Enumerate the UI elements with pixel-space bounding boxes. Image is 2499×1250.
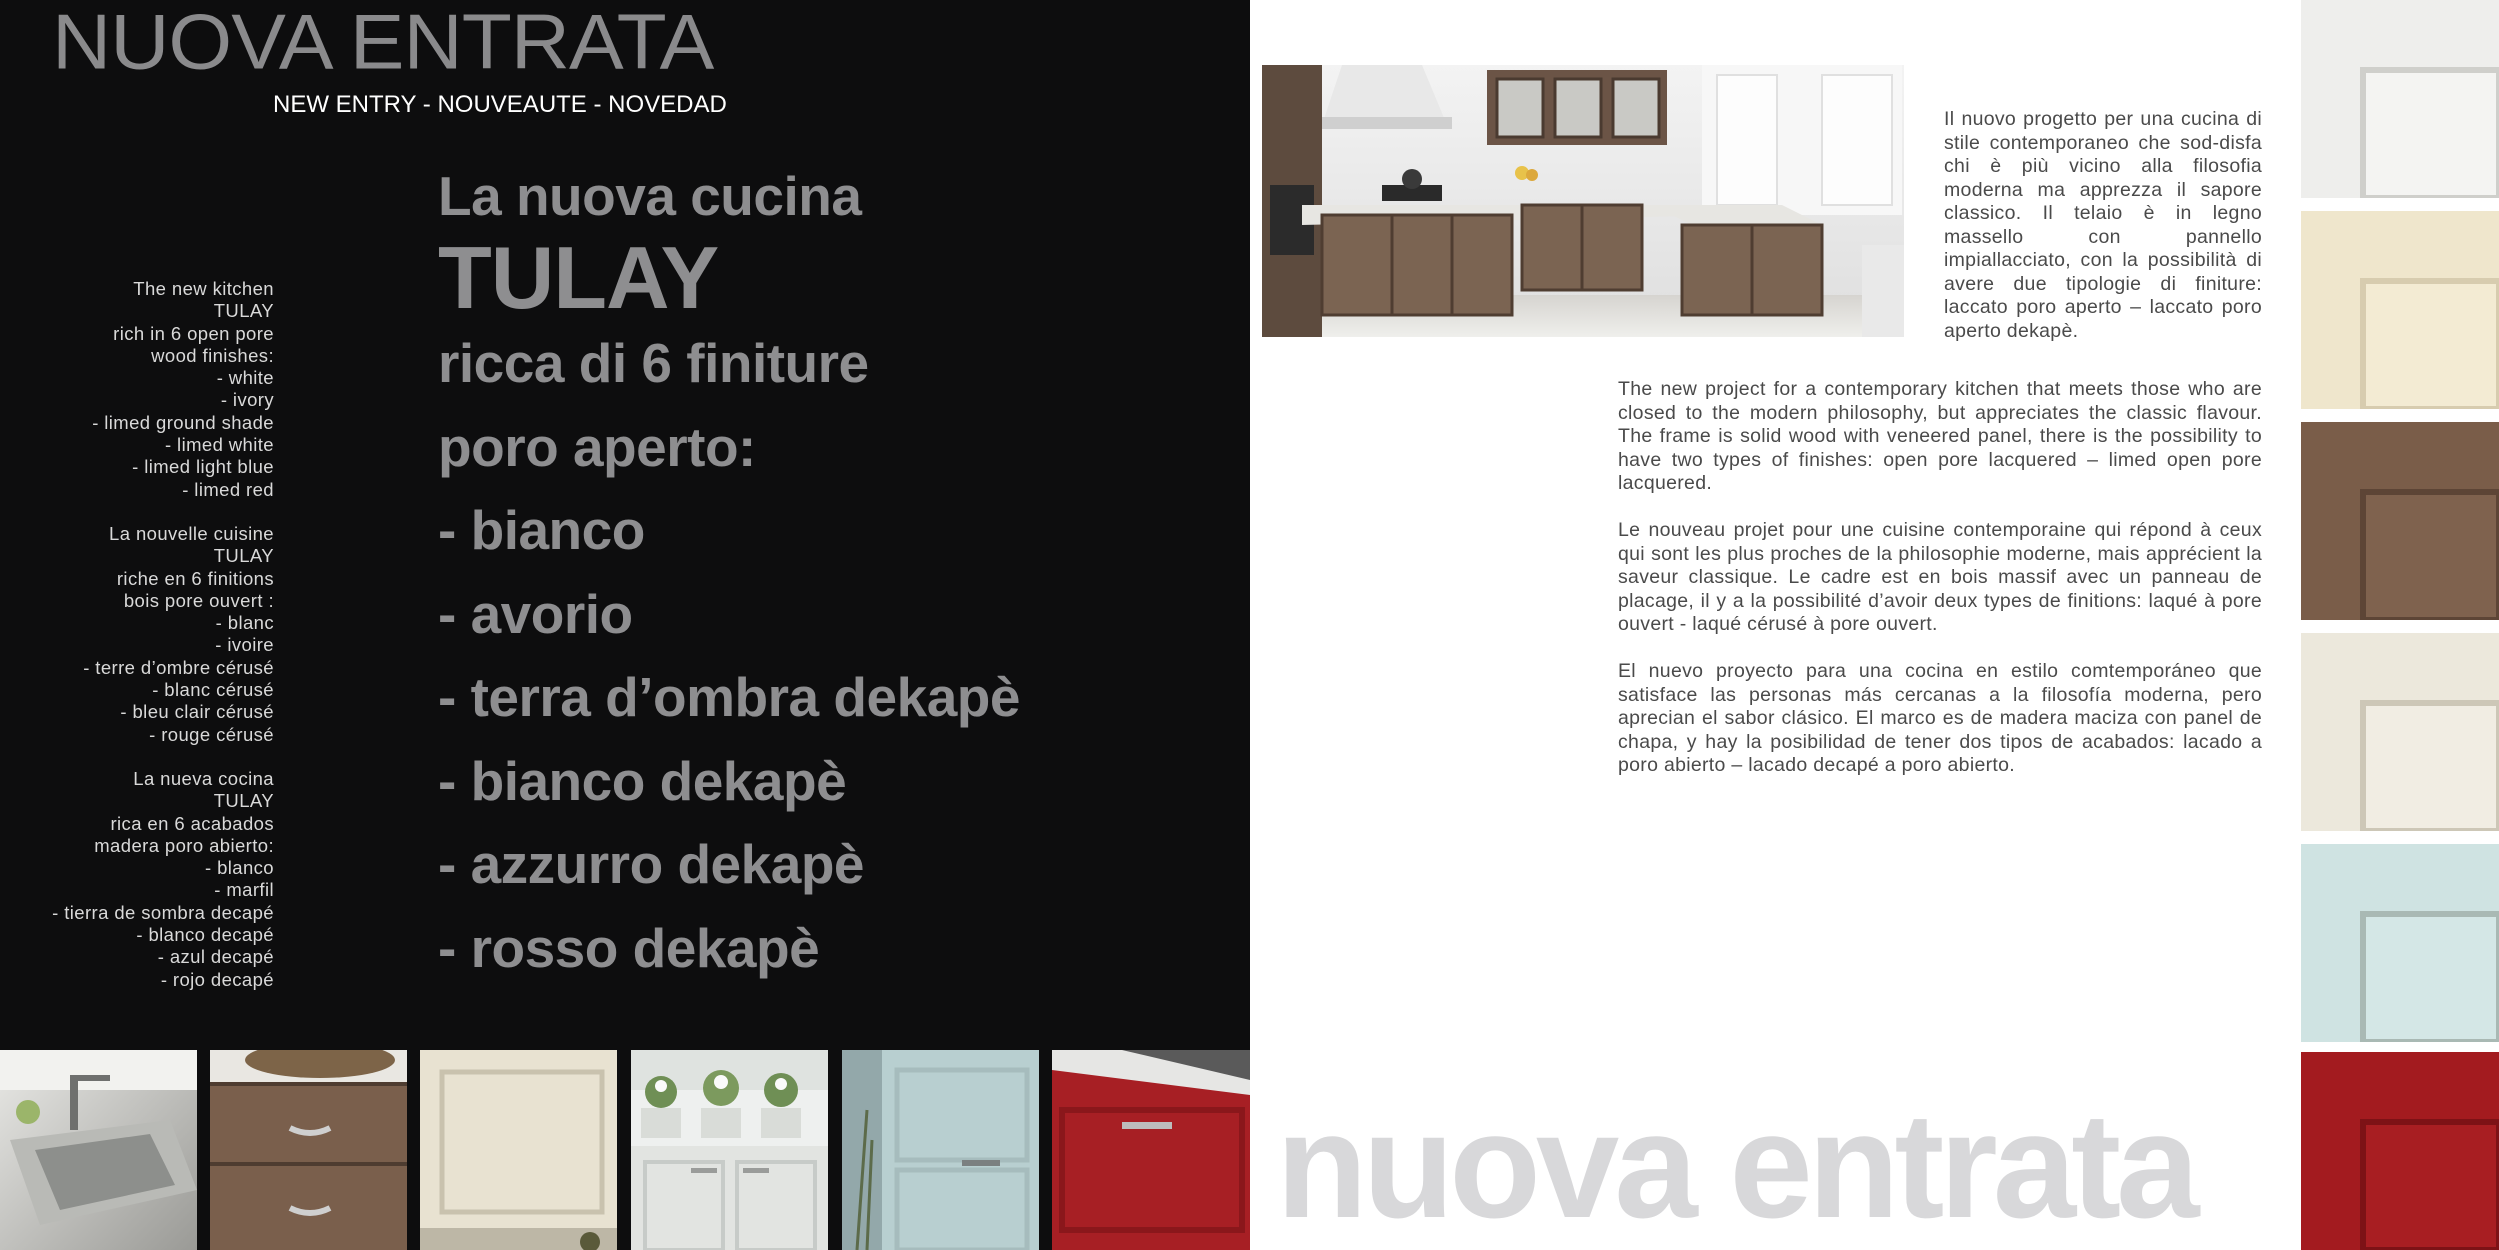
finish-item: - avorio [438, 582, 633, 645]
detail-thumbnail-strip [0, 1050, 1250, 1250]
side-line: bois pore ouvert : [123, 589, 274, 611]
description-french: Le nouveau projet pour une cuisine contemporaine qui répond à ceux qui sont les plus proches de la philosophie moderne, mais apprécient la saveur classique. Le cadre est en bois massif avec un panneau de placage, il y a la possibilité d’avoir deux types de finitions: laqué à pore ouvert - laqué cérusé à pore ouvert. [1618, 519, 2262, 635]
headline-line: poro aperto: [438, 415, 756, 478]
side-line: - limed red [182, 478, 274, 500]
side-line: TULAY [213, 545, 274, 567]
side-line: TULAY [213, 790, 274, 812]
description-spanish: El nuevo proyecto para una cocina en estilo comtemporáneo que satisface las personas más cercanas a la filosofía moderna, pero aprecian el sabor clásico. El marco es de madera maciza con panel de chapa, y hay la posibilidad de tener dos tipos de acabados: lacado a poro abierto – lacado decapé a poro abierto. [1618, 660, 2262, 776]
finish-item: - rosso dekapè [438, 916, 820, 979]
side-line: - ivoire [215, 634, 274, 656]
side-line: La nouvelle cuisine [109, 522, 274, 544]
thumb-door-light-blue [842, 1050, 1039, 1250]
swatch-ivory [2301, 211, 2499, 409]
side-line: riche en 6 finitions [116, 567, 274, 589]
finish-item: - azzurro dekapè [438, 833, 865, 895]
swatch-white [2301, 0, 2499, 198]
left-dark-panel [0, 0, 1250, 1050]
side-line: - blanc cérusé [152, 679, 274, 701]
swatch-light-blue [2301, 844, 2499, 1042]
thumb-door-ivory [420, 1050, 617, 1250]
side-line: - blanco [204, 857, 274, 879]
kitchen-photo [1262, 65, 1904, 337]
side-line: - limed light blue [132, 456, 274, 478]
side-block-french [0, 523, 274, 746]
finish-item: - terra d’ombra dekapè [438, 666, 1020, 728]
page-subtitle: NEW ENTRY - NOUVEAUTE - NOVEDAD [273, 91, 727, 118]
headline-product-name: TULAY [438, 228, 719, 327]
side-line: - limed ground shade [92, 411, 274, 433]
side-line: wood finishes: [151, 344, 274, 366]
side-line: - rouge cérusé [149, 723, 274, 745]
side-line: The new kitchen [133, 278, 274, 299]
headline-line: La nuova cucina [438, 165, 862, 227]
side-line: - azul decapé [157, 946, 274, 968]
side-multilingual-text [0, 278, 274, 1013]
watermark-heading: nuova entrata [1276, 1081, 2195, 1249]
side-line: TULAY [213, 300, 274, 322]
side-line: - terre d’ombre cérusé [83, 656, 274, 678]
side-line: - rojo decapé [160, 968, 274, 990]
description-block [1618, 378, 2262, 801]
side-line: - blanc [215, 612, 274, 634]
finish-swatches [2301, 0, 2499, 1250]
side-line: - ivory [220, 389, 274, 411]
description-english: The new project for a contemporary kitchen that meets those who are closed to the modern philosophy, but appreciates the classic flavour. The frame is solid wood with veneered panel, there is the possibility to have two types of finishes: open pore lacquered – limed open pore lacquered. [1618, 378, 2262, 494]
thumb-sink-photo [0, 1050, 197, 1250]
side-line: La nueva cocina [133, 767, 274, 789]
side-line: rich in 6 open pore [113, 322, 274, 344]
headline-line: ricca di 6 finiture [438, 332, 869, 394]
side-line: - tierra de sombra decapé [52, 901, 274, 923]
side-line: - limed white [164, 434, 274, 456]
headline-block [438, 160, 1020, 990]
side-block-english [0, 278, 274, 501]
finish-item: - bianco dekapè [438, 749, 847, 812]
swatch-red [2301, 1052, 2499, 1250]
thumb-plants-white [631, 1050, 828, 1250]
side-line: - marfil [214, 879, 274, 901]
swatch-brown [2301, 422, 2499, 620]
thumb-door-red [1052, 1050, 1250, 1250]
description-italian: Il nuovo progetto per una cucina di stile contemporaneo che sod-disfa chi è più vicino alla filosofia moderna ma apprezza il sapore classico. Il telaio è in legno massello con pannello impiallacciato, con la possibilità di avere due tipologie di finiture: laccato poro aperto – laccato poro aperto dekapè. [1944, 108, 2262, 342]
side-line: - bleu clair cérusé [120, 701, 274, 723]
side-line: madera poro abierto: [94, 834, 274, 856]
page-title: NUOVA ENTRATA [52, 0, 714, 86]
side-block-spanish [0, 768, 274, 991]
thumb-drawer-brown [210, 1050, 407, 1250]
swatch-limed-white [2301, 633, 2499, 831]
side-line: - white [216, 367, 274, 389]
side-line: - blanco decapé [136, 924, 274, 946]
side-line: rica en 6 acabados [110, 812, 274, 834]
finish-item: - bianco [438, 499, 645, 561]
